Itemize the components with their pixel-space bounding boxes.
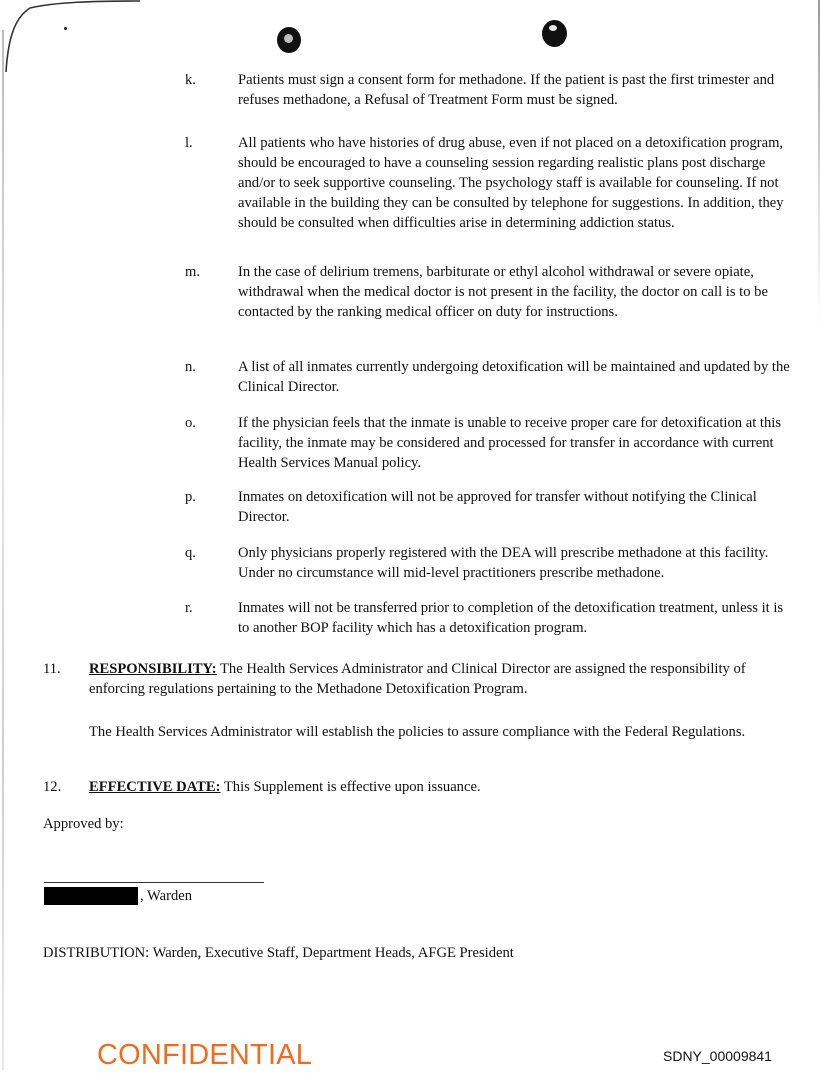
punch-hole-right (542, 20, 567, 47)
item-text: In the case of delirium tremens, barbiturate or ethyl alcohol withdrawal or severe opiate, withdrawal when the medical doctor is not present in the facility, the doctor on call is to be contacted by the ranking medical officer on duty for instructions. (238, 264, 768, 320)
section-body (89, 659, 789, 699)
bates-number: SDNY_00009841 (663, 1048, 772, 1064)
signature-line (44, 882, 264, 883)
scan-corner-curve (0, 0, 140, 80)
redaction-box (44, 887, 138, 905)
distribution-list: DISTRIBUTION: Warden, Executive Staff, Department Heads, AFGE President (43, 945, 514, 961)
section-text: The Health Services Administrator and Clinical Director are assigned the responsibility of enforcing regulations pertaining to the Methadone Detoxification Program. (89, 661, 746, 697)
section-number: 11. (43, 661, 61, 677)
item-text: Inmates will not be transferred prior to completion of the detoxification treatment, unless it is to another BOP facility which has a detoxification program. (238, 600, 784, 636)
item-text: Patients must sign a consent form for methadone. If the patient is past the first trimester and refuses methadone, a Refusal of Treatment Form must be signed. (238, 72, 775, 108)
item-text: Only physicians properly registered with the DEA will prescribe methadone at this facility. Under no circumstance will mid-level practitioners prescribe methadone. (238, 545, 769, 581)
scan-left-edge (2, 30, 4, 1070)
signature-title: , Warden (140, 888, 193, 904)
item-letter: o. (185, 415, 196, 431)
item-text: A list of all inmates currently undergoing detoxification will be maintained and updated by the Clinical Director. (238, 359, 790, 395)
item-letter: l. (185, 135, 193, 151)
section-heading: EFFECTIVE DATE: (89, 779, 221, 795)
scan-speck (64, 27, 67, 30)
item-letter: n. (185, 359, 196, 375)
approved-by-label: Approved by: (43, 816, 124, 832)
confidential-stamp: CONFIDENTIAL (97, 1039, 313, 1071)
section-number: 12. (43, 779, 62, 795)
item-text: All patients who have histories of drug abuse, even if not placed on a detoxification program, should be encouraged to have a counseling session regarding realistic plans post discharge and/or to seek supportive counseling. The psychology staff is available for counseling. If not available in the building they can be consulted by telephone for suggestions. In addition, they should be consulted when difficulties arise in determining addiction status. (238, 135, 784, 231)
punch-hole-left (277, 27, 301, 53)
section-text: This Supplement is effective upon issuance. (223, 779, 481, 795)
item-letter: r. (185, 600, 193, 616)
item-letter: p. (185, 489, 196, 505)
section-paragraph: The Health Services Administrator will establish the policies to assure compliance with the Federal Regulations. (89, 724, 746, 740)
section-heading: RESPONSIBILITY: (89, 661, 217, 677)
item-letter: q. (185, 545, 196, 561)
item-letter: m. (185, 264, 200, 280)
section-body (89, 777, 789, 797)
item-text: Inmates on detoxification will not be approved for transfer without notifying the Clinical Director. (238, 489, 757, 525)
item-letter: k. (185, 72, 196, 88)
item-text: If the physician feels that the inmate is unable to receive proper care for detoxification at this facility, the inmate may be considered and processed for transfer in accordance with current Health Services Manual policy. (238, 415, 781, 471)
